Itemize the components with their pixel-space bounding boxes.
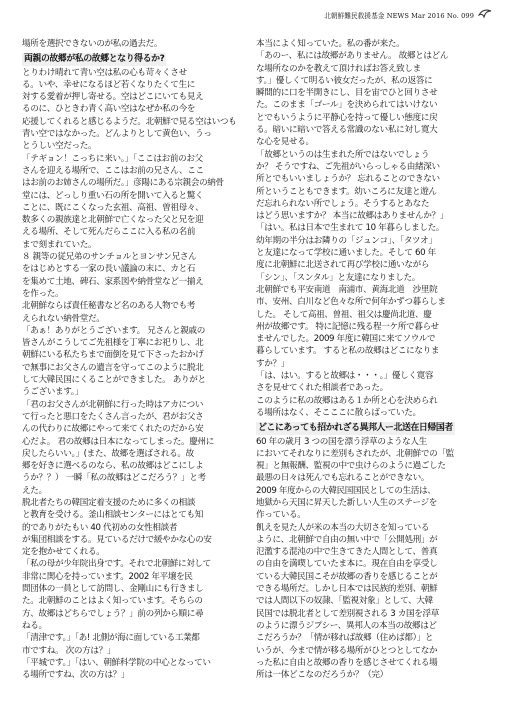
text-line: 所ということもできます。幼いころに友達と遊ん xyxy=(256,186,437,197)
text-line: ８ 親等の従兄弟のサンチョルとヨンサン兄さん xyxy=(22,252,197,263)
paragraph xyxy=(256,395,500,420)
text-line: 暮らしています。 すると私の故郷はどこになりま xyxy=(256,346,440,357)
text-line: 瞬間的に口を半開きにし、目を宙でひと回りさせ xyxy=(256,88,438,99)
text-line: 2009 年度からの大韓民国国民としての生活は、 xyxy=(256,485,436,496)
text-line: できる場所だ。しかし日本では民族的差別、朝鮮 xyxy=(256,584,438,595)
text-line: 朝鮮にいる私たちまで面倒を見て下さったおかげ xyxy=(22,350,204,361)
text-line: いうが、今まで情が移る場所がひとつとしてなか xyxy=(256,645,438,656)
text-line: 応援してくれると感じるようだ。北朝鮮で見る空はいつも xyxy=(22,116,237,127)
text-line: 作っている。 xyxy=(256,510,306,521)
text-line: 視」と無報酬、監視の中で虫けらのように過ごした xyxy=(256,461,446,472)
text-line: して大韓民国にくることができました。 ありがと xyxy=(22,375,206,386)
text-line: 「私の母が少年院出身です。それで北朝鮮に対して xyxy=(22,559,211,570)
text-line: な場所なのかを教えて頂ければお答え致しま xyxy=(256,63,421,74)
text-line: ませんでした。2009 年度に韓国に来てソウルで xyxy=(256,334,436,345)
text-line: 対する愛着が押し寄せる。空はどこにいても見え xyxy=(22,92,204,103)
paragraph xyxy=(256,370,500,395)
text-line: 「あぁ！ありがとうございます。 兄さんと親戚の xyxy=(22,325,205,336)
text-line: とうしい空だった。 xyxy=(22,141,97,152)
text-line: 所は一体どこなのだろうか？（完） xyxy=(256,670,388,681)
text-line: 「清津です。」「あ! 北側が海に面している工業都 xyxy=(22,633,200,644)
text-line: 数多くの親族達と北朝鮮で亡くなった父と兄を迎 xyxy=(22,215,204,226)
text-line: 間団体の一員として訪問し、金剛山にも行きまし xyxy=(22,584,204,595)
text-line: 最悪の日々は死んでも忘れることができない。 xyxy=(256,473,430,484)
text-line: 60 年の歳月 3 つの国を漂う浮草のような人生 xyxy=(256,436,427,447)
text-line: 幼年期の半分はお隣りの「ジュンコ」、「タツオ」 xyxy=(256,235,437,246)
text-line: 北朝鮮ならば責任秘書など名のある人物でも考 xyxy=(22,301,196,312)
text-line: 「テギョン！こっちに来い。」「ここはお前のお父 xyxy=(22,153,203,164)
text-line: 心だよ。 君の故郷は日本になってしまった。慶州に xyxy=(22,436,214,447)
text-line: な心を見せる。 xyxy=(256,137,314,148)
text-line: る。いや、幸せになるほど若くなりたくて生に xyxy=(22,79,195,90)
text-line: では人間以下の奴隷、「監視対象」として、大韓 xyxy=(256,596,433,607)
text-line: 北朝鮮でも平安南道 南浦市、黄海北道 沙里院 xyxy=(256,284,438,295)
text-line: うか？？） 一瞬「私の故郷はどこだろう？」と考 xyxy=(22,473,206,484)
text-line: はお前のお姉さんの場所だ。」彦陽にある宗親会の納骨 xyxy=(22,178,224,189)
text-line: においてそれなりに差別もされたが、北朝鮮での「監 xyxy=(256,448,454,459)
paragraph xyxy=(22,632,258,657)
text-line: このように私の故郷はある１か所と心を決められ xyxy=(256,395,438,406)
text-line: 市ですね。 次の方は？」 xyxy=(22,645,116,656)
text-line: て行ったと悪口をたくさん言ったが、君がお父さ xyxy=(22,411,204,422)
text-line: 定を抱かせてくれる。 xyxy=(22,547,105,558)
left-column xyxy=(22,38,258,681)
text-line: だ忘れられない所でしょう。そうするとあなた xyxy=(256,198,430,209)
bird-logo-icon xyxy=(478,6,492,20)
text-line: 「平城です。」「はい、朝鮮科学院の中心となってい xyxy=(22,657,211,668)
text-line: すか？」 xyxy=(256,358,289,369)
text-line: る場所はなく、そこここに散らばっていた。 xyxy=(256,407,421,418)
text-line: えられない納骨堂だ。 xyxy=(22,313,105,324)
paragraph xyxy=(22,67,258,153)
paragraph xyxy=(256,50,500,148)
text-line: た。このまま「ゴール」を決められてはいけない xyxy=(256,100,438,111)
text-line: はどう思いますか？ 本当に故郷はありませんか？」 xyxy=(256,211,448,222)
text-line: 堂には、どっしり重い石の所を開いて入ると驚く xyxy=(22,190,204,201)
paragraph xyxy=(22,325,258,399)
paragraph xyxy=(256,436,500,522)
text-line: と教育を受ける。釜山相談センターにはとても知 xyxy=(22,510,204,521)
text-line: を作った。 xyxy=(22,288,64,299)
paragraph xyxy=(256,149,500,223)
text-line: とでもいうように平静心を持って優しい態度に戻 xyxy=(256,112,438,123)
text-line: の自由を満喫していたま本に。現在自由を享受し xyxy=(256,559,438,570)
paragraph xyxy=(22,399,258,497)
text-line: ことに、既にこくなった玄祖、高祖、曽祖母々、 xyxy=(22,202,204,213)
text-line: 「は、はい。すると故郷は・・・。」優しく寛容 xyxy=(256,371,434,382)
right-column xyxy=(256,38,500,681)
paragraph xyxy=(22,300,258,325)
text-line: 度に北朝鮮に北送されて再び学校に通いながら xyxy=(256,260,430,271)
text-line: した。 そして高祖、曽祖、祖父は慶尚北道、慶 xyxy=(256,309,432,320)
text-line: える場所、そして死んだらここに入る私の名前 xyxy=(22,227,196,238)
text-line: 非常に関心を持っています。2002 年平壌を民 xyxy=(22,571,193,582)
text-line: が集団相談をする。見ているだけで緩やかな心の安 xyxy=(22,534,212,545)
text-line: 「あのー、私には故郷がありません。 故郷とはどん xyxy=(256,51,449,62)
text-line: ねる。 xyxy=(22,620,47,631)
text-line: 所とでもいいましょうか？ 忘れることのできない xyxy=(256,174,440,185)
text-line: ている大韓民国こそが故郷の香りを感じることが xyxy=(256,571,438,582)
text-line: る場所ですね、次の方は？」 xyxy=(22,670,130,681)
section-heading: 両親の故郷が私の故郷となり得るか? xyxy=(24,54,165,65)
text-line: るのに、ひときわ青く高い空はなぜか私の今を xyxy=(22,104,196,115)
text-line: 飢えを見た人が米の本当の大切さを知っている xyxy=(256,522,430,533)
text-line: 皆さんがこうしてご先祖様を丁寧にお祀りし、北 xyxy=(22,338,204,349)
paragraph xyxy=(256,38,500,50)
text-line: 地獄から天国に昇天した新しい人生のステージを xyxy=(256,497,438,508)
text-line: えた。 xyxy=(22,485,47,496)
text-line: 「はい。私は日本で生まれて 10 年暮らしました。 xyxy=(256,223,445,234)
page-header xyxy=(0,0,516,28)
text-line: まで刻まれていた。 xyxy=(22,239,97,250)
paragraph xyxy=(22,657,258,682)
paragraph xyxy=(256,522,500,682)
text-line: とりわけ晴れて青い空は私の心も苛々くさせ xyxy=(22,67,187,78)
paragraph xyxy=(256,284,500,370)
text-line: 市、安州、白川など色々な所で何年かずつ暮らしま xyxy=(256,297,446,308)
text-line: をはじめとする一家の長い議論の末に、カと石 xyxy=(22,264,196,275)
text-line: 州が故郷です。 特に記憶に残る程一ケ所で暮らせ xyxy=(256,321,439,332)
text-line: 本当によく知っていた。私の番が来た。 xyxy=(256,39,405,49)
text-line: こだろうか？「情が移れば故郷（住めば都）」と xyxy=(256,633,434,644)
text-line: か？ そうですね、ご先祖がいらっしゃる由緒深い xyxy=(256,161,440,172)
text-line: る。暗いに暗いで答える常識のない私に対し寛大 xyxy=(256,125,438,136)
text-line: 的でありがたもい 40 代初めの女性相談者 xyxy=(22,522,178,533)
paragraph xyxy=(22,251,258,300)
text-line: 郷を好きに選べるのなら、私の故郷はどこにしよ xyxy=(22,461,204,472)
text-line: うございます。」 xyxy=(22,387,83,398)
text-line: 「シン」、「スンタル」と友達になりました。 xyxy=(256,272,420,283)
text-line: のように漂うジプシー、異邦人の本当の故郷はど xyxy=(256,620,437,631)
text-line: 民国では脱北者として差別視される 3 カ国を浮草 xyxy=(256,608,440,619)
text-line: った私に自由と故郷の香りを感じさせてくれる場 xyxy=(256,657,438,668)
text-line: ように、北朝鮮で自由の無い中で「公開処刑」が xyxy=(256,534,438,545)
text-line: んの代わりに故郷にやって来てくれたのだから安 xyxy=(22,424,204,435)
text-line: す。」優しくて明るい彼女だったが、私の返答に xyxy=(256,75,433,86)
text-line: 戻したらいい。」(また、故郷を選ばされる。故 xyxy=(22,448,194,459)
paragraph xyxy=(256,222,500,283)
text-line: た。北朝鮮のことはよく知っています。そちらの xyxy=(22,596,203,607)
paragraph xyxy=(22,38,258,50)
text-line: さんを迎える場所で、ここはお前の兄さん、ここ xyxy=(22,165,204,176)
paragraph xyxy=(22,497,258,558)
text-line: 脱北者たちの韓国定着支援のために多くの相談 xyxy=(22,497,196,508)
text-line: を集めて土地、碑石、家系図や納骨堂など一揃え xyxy=(22,276,204,287)
paragraph xyxy=(22,558,258,632)
newsletter-header-text: 北朝鮮難民救援基金 NEWS Mar 2016 No. 099 xyxy=(324,12,474,20)
text-line: 場所を選択できないのが私の過去だ。 xyxy=(22,39,163,49)
section-heading: どこにあっても招かれざる異邦人ー北送在日帰国者 xyxy=(258,423,453,434)
text-line: 青い空ではなかった。どんよりとして黄色い、うっ xyxy=(22,129,212,140)
text-line: 「君のお父さんが北朝鮮に行った時はアカについ xyxy=(22,399,204,410)
text-line: 「故郷というのは生まれた所ではないでしょう xyxy=(256,149,430,160)
text-line: 方、故郷はどちらでしょう？」前の列から順に尋 xyxy=(22,608,204,619)
text-line: で無事にお父さんの遺言を守ってこのように脱北 xyxy=(22,362,204,373)
text-line: さを見せてくれた相談者であった。 xyxy=(256,383,388,394)
text-line: 氾濫する混沌の中で生きてきた人間として、普真 xyxy=(256,547,438,558)
paragraph xyxy=(22,153,258,251)
text-line: と友達になって学校に通いました。そして 60 年 xyxy=(256,248,436,259)
